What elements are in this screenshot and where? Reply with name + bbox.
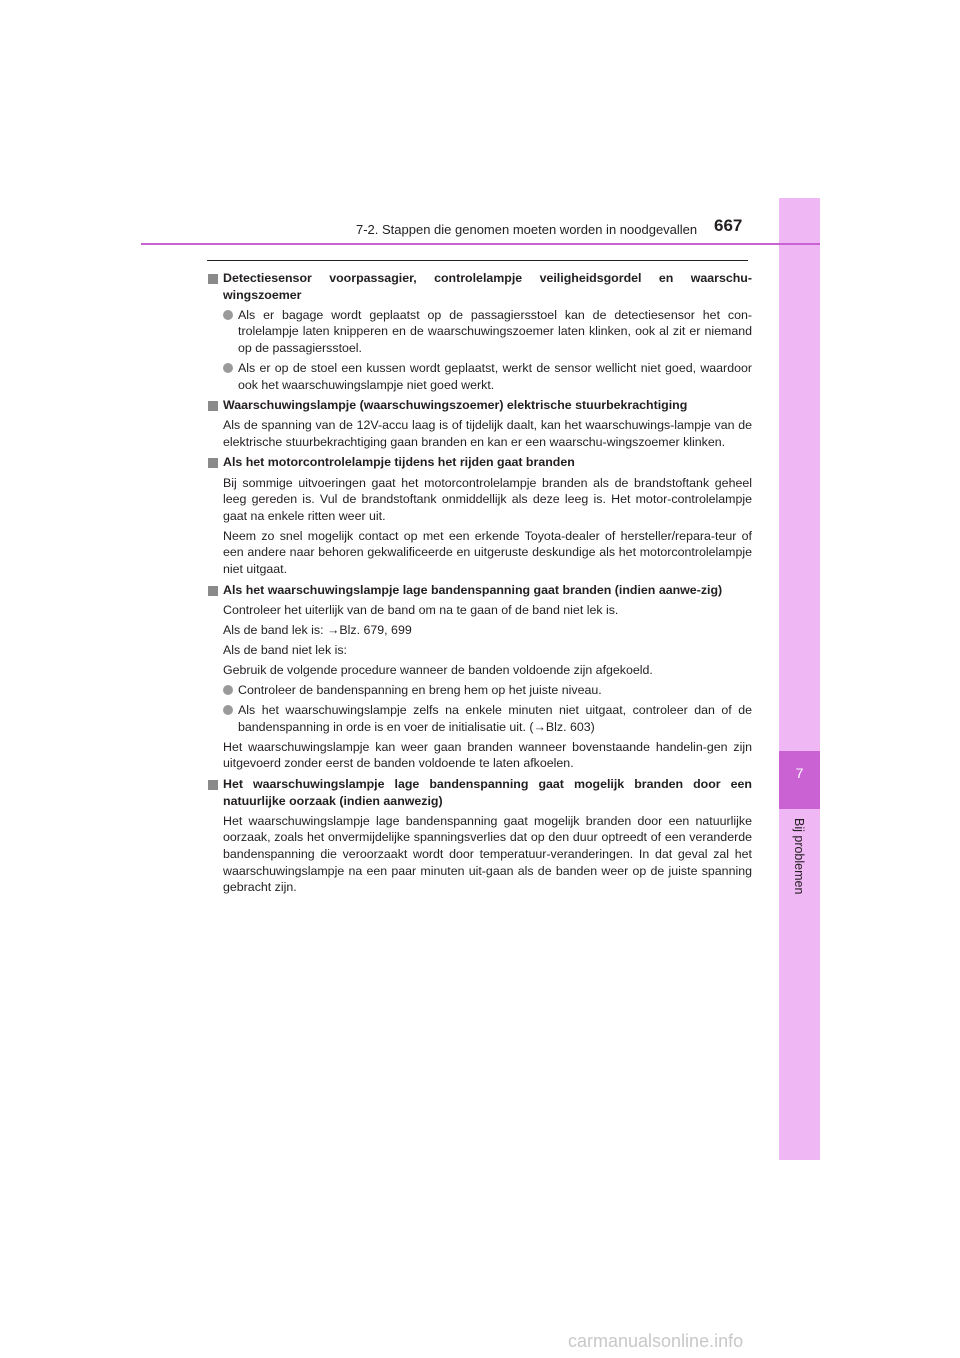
block-text: Als er bagage wordt geplaatst op de passagiersstoel kan de detectiesensor het con-trolelampje laten knipperen en de waarschuwingszoemer laten klinken, ook al zit er niemand op de passagiersstoel. [238,307,752,355]
block-text: Bij sommige uitvoeringen gaat het motorcontrolelampje branden als de brandstoftank geheel leeg gereden is. Vul de brandstoftank onmiddellijk als deze leeg is. Het motor-controlelampje gaat na enkele ritten weer uit. [223,475,752,523]
round-bullet-icon [223,685,233,695]
watermark: carmanualsonline.info [568,1331,744,1351]
chapter-label: Bij problemen [792,818,806,895]
round-bullet-icon [223,705,233,715]
square-bullet-icon [208,780,218,790]
round-bullet-icon [223,363,233,373]
block-text: Als er op de stoel een kussen wordt geplaatst, werkt de sensor wellicht niet goed, waardoor ook het waarschuwingslampje niet goed werkt. [238,360,752,392]
paragraph [207,662,752,679]
block-text: Detectiesensor voorpassagier, controlelampje veiligheidsgordel en waarschu-wingszoemer [223,271,752,302]
section-heading [207,270,752,303]
paragraph [207,739,752,772]
block-text: Als de band niet lek is: [223,642,347,657]
section-title: 7-2. Stappen die genomen moeten worden in noodgevallen [356,222,698,237]
side-tab [779,198,820,1160]
section-heading [207,454,752,471]
block-text: Als het motorcontrolelampje tijdens het rijden gaat branden [223,455,575,470]
round-bullet-icon [223,310,233,320]
paragraph [207,602,752,619]
block-text: Als het waarschuwingslampje zelfs na enkele minuten niet uitgaat, controleer dan of de bandenspanning in orde is en voer de initialisatie uit. (→Blz. 603) [238,703,752,734]
bullet-item [207,702,752,735]
square-bullet-icon [208,458,218,468]
section-heading [207,397,752,414]
block-text: Het waarschuwingslampje lage bandenspanning gaat mogelijk branden door een natuurlijke oorzaak (indien aanwezig) [223,777,752,808]
block-text: Als de spanning van de 12V-accu laag is of tijdelijk daalt, kan het waarschuwings-lampje van de elektrische stuurbekrachtiging gaan branden en kan er een waarschu-wingszoemer klinken. [223,418,752,449]
paragraph [207,622,752,639]
bullet-item [207,682,752,699]
paragraph [207,475,752,525]
block-text: Waarschuwingslampje (waarschuwingszoemer) elektrische stuurbekrachtiging [223,398,688,413]
section-heading [207,582,752,599]
square-bullet-icon [208,586,218,596]
block-text: Als het waarschuwingslampje lage bandenspanning gaat branden (indien aanwe-zig) [223,582,723,597]
paragraph [207,813,752,896]
header-line [141,243,820,245]
content-rule [207,260,748,261]
page-number: 667 [714,216,743,235]
block-text: Als de band lek is: →Blz. 679, 699 [223,622,412,637]
block-text: Het waarschuwingslampje lage bandenspanning gaat mogelijk branden door een natuurlijke oorzaak, zoals het onvermijdelijke spanningsverlies dat op den duur optreedt of een veranderde bandenspanning die veroorzaakt wordt door temperatuur-veranderingen. In dat geval zal het waarschuwingslampje na een paar minuten uit-gaan als de banden weer op de juiste spanning gebracht zijn. [223,813,752,895]
block-text: Controleer de bandenspanning en breng hem op het juiste niveau. [238,683,602,698]
block-text: Controleer het uiterlijk van de band om na te gaan of de band niet lek is. [223,602,619,617]
block-text: Neem zo snel mogelijk contact op met een erkende Toyota-dealer of hersteller/repara-teur of een andere naar behoren gekwalificeerde en uitgeruste deskundige als het motorcontrolelampje niet uitgaat. [223,528,752,576]
page-content [207,266,752,896]
section-heading [207,776,752,809]
square-bullet-icon [208,274,218,284]
block-text: Het waarschuwingslampje kan weer gaan branden wanneer bovenstaande handelin-gen zijn uitgevoerd zonder eerst de banden voldoende te laten afkoelen. [223,739,752,771]
paragraph [207,528,752,578]
paragraph [207,417,752,450]
square-bullet-icon [208,401,218,411]
bullet-item [207,360,752,393]
bullet-item [207,307,752,357]
paragraph [207,642,752,659]
block-text: Gebruik de volgende procedure wanneer de banden voldoende zijn afgekoeld. [223,662,653,677]
chapter-number: 7 [795,765,804,781]
